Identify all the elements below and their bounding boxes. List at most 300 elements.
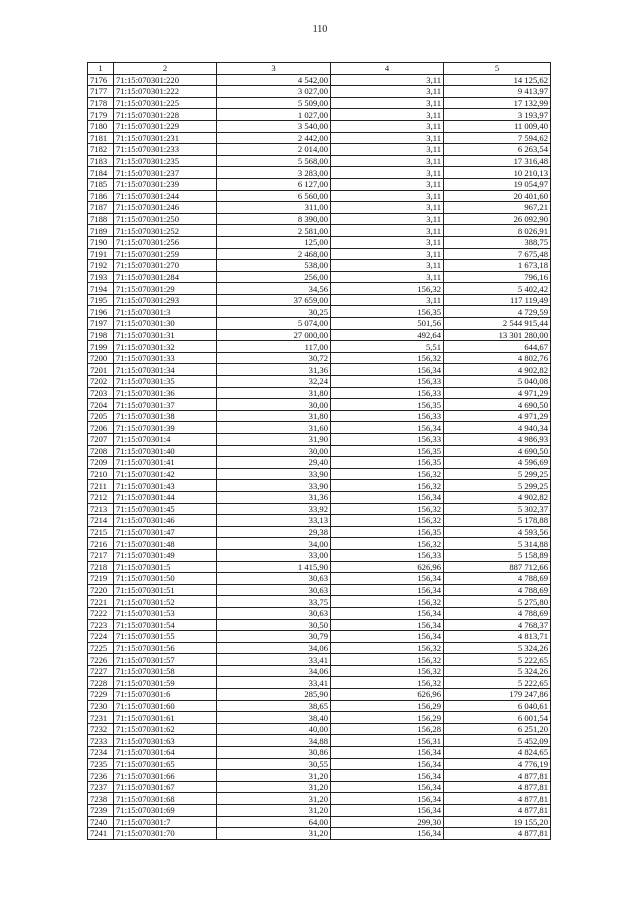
row-number-cell: 7189 [88,225,114,237]
cadastral-number-cell: 71:15:070301:5 [114,561,217,573]
area-cell: 31,60 [217,422,331,434]
row-number-cell: 7221 [88,596,114,608]
specific-value-cell: 3,11 [331,248,444,260]
column-header-3: 3 [217,63,331,75]
cadastral-number-cell: 71:15:070301:40 [114,445,217,457]
specific-value-cell: 492,64 [331,329,444,341]
specific-value-cell: 156,34 [331,747,444,759]
row-number-cell: 7215 [88,526,114,538]
cadastral-number-cell: 71:15:070301:239 [114,178,217,190]
specific-value-cell: 156,32 [331,654,444,666]
cadastral-number-cell: 71:15:070301:53 [114,607,217,619]
row-number-cell: 7176 [88,74,114,86]
table-row [88,665,551,677]
cadastral-value-cell: 5 299,25 [444,480,551,492]
row-number-cell: 7231 [88,712,114,724]
row-number-cell: 7177 [88,86,114,98]
area-cell: 8 390,00 [217,213,331,225]
cadastral-value-cell: 4 768,37 [444,619,551,631]
table-row [88,631,551,643]
row-number-cell: 7218 [88,561,114,573]
table-row [88,318,551,330]
row-number-cell: 7220 [88,584,114,596]
cadastral-value-cell: 4 802,76 [444,352,551,364]
specific-value-cell: 299,30 [331,816,444,828]
specific-value-cell: 156,32 [331,352,444,364]
area-cell: 31,20 [217,781,331,793]
area-cell: 2 581,00 [217,225,331,237]
table-row [88,178,551,190]
cadastral-value-cell: 4 729,59 [444,306,551,318]
specific-value-cell: 156,32 [331,515,444,527]
cadastral-value-cell: 4 824,65 [444,747,551,759]
specific-value-cell: 3,11 [331,236,444,248]
area-cell: 31,20 [217,828,331,840]
cadastral-number-cell: 71:15:070301:50 [114,573,217,585]
specific-value-cell: 156,34 [331,793,444,805]
specific-value-cell: 626,96 [331,561,444,573]
cadastral-number-cell: 71:15:070301:36 [114,387,217,399]
area-cell: 3 027,00 [217,86,331,98]
cadastral-number-cell: 71:15:070301:57 [114,654,217,666]
area-cell: 33,41 [217,677,331,689]
table-row [88,515,551,527]
table-row [88,410,551,422]
cadastral-number-cell: 71:15:070301:31 [114,329,217,341]
header-row [88,63,551,75]
specific-value-cell: 156,35 [331,399,444,411]
specific-value-cell: 156,34 [331,828,444,840]
area-cell: 38,40 [217,712,331,724]
specific-value-cell: 626,96 [331,689,444,701]
area-cell: 34,06 [217,665,331,677]
cadastral-number-cell: 71:15:070301:62 [114,723,217,735]
cadastral-value-cell: 4 971,29 [444,387,551,399]
specific-value-cell: 156,34 [331,607,444,619]
area-cell: 33,90 [217,468,331,480]
row-number-cell: 7210 [88,468,114,480]
cadastral-value-cell: 4 877,81 [444,805,551,817]
table-row [88,283,551,295]
cadastral-value-cell: 1 673,18 [444,260,551,272]
cadastral-value-cell: 20 401,60 [444,190,551,202]
cadastral-value-cell: 4 776,19 [444,758,551,770]
specific-value-cell: 156,32 [331,642,444,654]
area-cell: 30,00 [217,399,331,411]
cadastral-value-cell: 4 813,71 [444,631,551,643]
specific-value-cell: 3,11 [331,74,444,86]
cadastral-number-cell: 71:15:070301:59 [114,677,217,689]
area-cell: 31,20 [217,805,331,817]
cadastral-number-cell: 71:15:070301:56 [114,642,217,654]
cadastral-value-cell: 117 119,49 [444,294,551,306]
table-row [88,677,551,689]
specific-value-cell: 156,35 [331,526,444,538]
row-number-cell: 7203 [88,387,114,399]
specific-value-cell: 156,33 [331,376,444,388]
row-number-cell: 7240 [88,816,114,828]
cadastral-value-cell: 8 026,91 [444,225,551,237]
specific-value-cell: 156,34 [331,758,444,770]
specific-value-cell: 3,11 [331,144,444,156]
cadastral-value-cell: 796,16 [444,271,551,283]
row-number-cell: 7212 [88,491,114,503]
cadastral-value-cell: 4 788,69 [444,584,551,596]
cadastral-value-cell: 4 877,81 [444,770,551,782]
cadastral-value-cell: 388,75 [444,236,551,248]
area-cell: 33,75 [217,596,331,608]
area-cell: 31,20 [217,793,331,805]
area-cell: 34,88 [217,735,331,747]
table-row [88,248,551,260]
cadastral-number-cell: 71:15:070301:270 [114,260,217,272]
cadastral-number-cell: 71:15:070301:30 [114,318,217,330]
table-row [88,109,551,121]
row-number-cell: 7201 [88,364,114,376]
row-number-cell: 7191 [88,248,114,260]
cadastral-number-cell: 71:15:070301:293 [114,294,217,306]
area-cell: 34,00 [217,538,331,550]
row-number-cell: 7183 [88,155,114,167]
specific-value-cell: 156,32 [331,665,444,677]
row-number-cell: 7228 [88,677,114,689]
cadastral-number-cell: 71:15:070301:37 [114,399,217,411]
table-row [88,202,551,214]
area-cell: 5 509,00 [217,97,331,109]
table-row [88,689,551,701]
table-row [88,445,551,457]
area-cell: 30,63 [217,607,331,619]
area-cell: 34,06 [217,642,331,654]
table-row [88,167,551,179]
specific-value-cell: 156,32 [331,503,444,515]
cadastral-number-cell: 71:15:070301:34 [114,364,217,376]
table-row [88,735,551,747]
cadastral-value-cell: 4 877,81 [444,781,551,793]
table-row [88,144,551,156]
cadastral-value-cell: 13 301 280,00 [444,329,551,341]
specific-value-cell: 3,11 [331,213,444,225]
cadastral-value-cell: 4 902,82 [444,364,551,376]
table-row [88,607,551,619]
row-number-cell: 7222 [88,607,114,619]
area-cell: 33,00 [217,549,331,561]
area-cell: 3 540,00 [217,120,331,132]
cadastral-value-cell: 5 158,89 [444,549,551,561]
area-cell: 311,00 [217,202,331,214]
row-number-cell: 7238 [88,793,114,805]
table-row [88,468,551,480]
area-cell: 285,90 [217,689,331,701]
cadastral-number-cell: 71:15:070301:29 [114,283,217,295]
row-number-cell: 7179 [88,109,114,121]
row-number-cell: 7208 [88,445,114,457]
specific-value-cell: 156,32 [331,468,444,480]
row-number-cell: 7195 [88,294,114,306]
cadastral-number-cell: 71:15:070301:246 [114,202,217,214]
specific-value-cell: 156,34 [331,619,444,631]
area-cell: 2 468,00 [217,248,331,260]
row-number-cell: 7227 [88,665,114,677]
area-cell: 40,00 [217,723,331,735]
area-cell: 64,00 [217,816,331,828]
cadastral-number-cell: 71:15:070301:47 [114,526,217,538]
column-header-2: 2 [114,63,217,75]
specific-value-cell: 3,11 [331,271,444,283]
cadastral-number-cell: 71:15:070301:42 [114,468,217,480]
table-row [88,781,551,793]
cadastral-value-cell: 4 971,29 [444,410,551,422]
specific-value-cell: 156,34 [331,781,444,793]
cadastral-number-cell: 71:15:070301:65 [114,758,217,770]
table-row [88,86,551,98]
cadastral-number-cell: 71:15:070301:231 [114,132,217,144]
table-row [88,294,551,306]
area-cell: 1 415,90 [217,561,331,573]
specific-value-cell: 156,35 [331,445,444,457]
cadastral-number-cell: 71:15:070301:54 [114,619,217,631]
row-number-cell: 7207 [88,434,114,446]
table-row [88,387,551,399]
table-row [88,654,551,666]
table-row [88,457,551,469]
cadastral-value-cell: 4 877,81 [444,828,551,840]
area-cell: 30,55 [217,758,331,770]
specific-value-cell: 5,51 [331,341,444,353]
row-number-cell: 7196 [88,306,114,318]
cadastral-value-cell: 5 178,88 [444,515,551,527]
table-row [88,132,551,144]
table-row [88,700,551,712]
area-cell: 38,65 [217,700,331,712]
cadastral-value-cell: 887 712,66 [444,561,551,573]
cadastral-value-cell: 17 132,99 [444,97,551,109]
cadastral-number-cell: 71:15:070301:222 [114,86,217,98]
cadastral-number-cell: 71:15:070301:68 [114,793,217,805]
column-header-1: 1 [88,63,114,75]
table-row [88,341,551,353]
area-cell: 33,92 [217,503,331,515]
cadastral-number-cell: 71:15:070301:43 [114,480,217,492]
area-cell: 32,24 [217,376,331,388]
row-number-cell: 7200 [88,352,114,364]
cadastral-value-cell: 9 413,97 [444,86,551,98]
area-cell: 30,63 [217,584,331,596]
specific-value-cell: 156,29 [331,712,444,724]
area-cell: 31,20 [217,770,331,782]
cadastral-number-cell: 71:15:070301:39 [114,422,217,434]
cadastral-number-cell: 71:15:070301:256 [114,236,217,248]
specific-value-cell: 156,35 [331,306,444,318]
specific-value-cell: 156,34 [331,491,444,503]
cadastral-number-cell: 71:15:070301:38 [114,410,217,422]
cadastral-number-cell: 71:15:070301:69 [114,805,217,817]
specific-value-cell: 3,11 [331,132,444,144]
row-number-cell: 7223 [88,619,114,631]
table-row [88,155,551,167]
cadastral-value-cell: 7 675,48 [444,248,551,260]
cadastral-value-cell: 4 690,50 [444,399,551,411]
area-cell: 33,90 [217,480,331,492]
cadastral-number-cell: 71:15:070301:41 [114,457,217,469]
cadastral-value-cell: 5 314,88 [444,538,551,550]
cadastral-value-cell: 5 402,42 [444,283,551,295]
area-cell: 5 074,00 [217,318,331,330]
row-number-cell: 7230 [88,700,114,712]
cadastral-number-cell: 71:15:070301:45 [114,503,217,515]
cadastral-value-cell: 179 247,86 [444,689,551,701]
row-number-cell: 7235 [88,758,114,770]
specific-value-cell: 3,11 [331,120,444,132]
cadastral-value-cell: 26 092,90 [444,213,551,225]
cadastral-number-cell: 71:15:070301:3 [114,306,217,318]
table-row [88,642,551,654]
row-number-cell: 7190 [88,236,114,248]
page-number: 110 [312,24,328,35]
table-row [88,491,551,503]
row-number-cell: 7225 [88,642,114,654]
area-cell: 2 442,00 [217,132,331,144]
cadastral-value-cell: 5 299,25 [444,468,551,480]
row-number-cell: 7178 [88,97,114,109]
row-number-cell: 7181 [88,132,114,144]
table-row [88,260,551,272]
cadastral-number-cell: 71:15:070301:252 [114,225,217,237]
cadastral-value-cell: 4 788,69 [444,573,551,585]
cadastral-value-cell: 7 594,62 [444,132,551,144]
specific-value-cell: 156,34 [331,631,444,643]
area-cell: 31,36 [217,364,331,376]
table-row [88,573,551,585]
area-cell: 31,90 [217,434,331,446]
area-cell: 33,41 [217,654,331,666]
row-number-cell: 7219 [88,573,114,585]
row-number-cell: 7197 [88,318,114,330]
row-number-cell: 7194 [88,283,114,295]
cadastral-number-cell: 71:15:070301:235 [114,155,217,167]
cadastral-value-cell: 5 302,37 [444,503,551,515]
area-cell: 34,56 [217,283,331,295]
specific-value-cell: 156,34 [331,422,444,434]
row-number-cell: 7209 [88,457,114,469]
table-row [88,271,551,283]
table-row [88,747,551,759]
cadastral-number-cell: 71:15:070301:52 [114,596,217,608]
cadastral-number-cell: 71:15:070301:284 [114,271,217,283]
row-number-cell: 7239 [88,805,114,817]
area-cell: 30,79 [217,631,331,643]
specific-value-cell: 156,35 [331,457,444,469]
cadastral-number-cell: 71:15:070301:228 [114,109,217,121]
row-number-cell: 7224 [88,631,114,643]
row-number-cell: 7199 [88,341,114,353]
cadastral-number-cell: 71:15:070301:60 [114,700,217,712]
cadastral-value-cell: 14 125,62 [444,74,551,86]
row-number-cell: 7236 [88,770,114,782]
area-cell: 29,40 [217,457,331,469]
specific-value-cell: 156,33 [331,387,444,399]
row-number-cell: 7186 [88,190,114,202]
table-row [88,712,551,724]
cadastral-number-cell: 71:15:070301:44 [114,491,217,503]
table-row [88,352,551,364]
area-cell: 2 014,00 [217,144,331,156]
area-cell: 30,86 [217,747,331,759]
cadastral-number-cell: 71:15:070301:220 [114,74,217,86]
specific-value-cell: 3,11 [331,97,444,109]
cadastral-number-cell: 71:15:070301:58 [114,665,217,677]
table-row [88,503,551,515]
column-header-4: 4 [331,63,444,75]
row-number-cell: 7193 [88,271,114,283]
row-number-cell: 7237 [88,781,114,793]
table-row [88,758,551,770]
specific-value-cell: 3,11 [331,109,444,121]
row-number-cell: 7202 [88,376,114,388]
cadastral-number-cell: 71:15:070301:67 [114,781,217,793]
area-cell: 37 659,00 [217,294,331,306]
cadastral-value-cell: 5 222,65 [444,677,551,689]
specific-value-cell: 156,32 [331,538,444,550]
table-row [88,723,551,735]
area-cell: 117,00 [217,341,331,353]
row-number-cell: 7213 [88,503,114,515]
row-number-cell: 7188 [88,213,114,225]
table-row [88,306,551,318]
column-header-5: 5 [444,63,551,75]
cadastral-number-cell: 71:15:070301:7 [114,816,217,828]
table-row [88,526,551,538]
specific-value-cell: 156,33 [331,410,444,422]
area-cell: 27 000,00 [217,329,331,341]
row-number-cell: 7198 [88,329,114,341]
area-cell: 30,00 [217,445,331,457]
cadastral-number-cell: 71:15:070301:66 [114,770,217,782]
specific-value-cell: 156,28 [331,723,444,735]
cadastral-value-cell: 4 877,81 [444,793,551,805]
row-number-cell: 7216 [88,538,114,550]
table-row [88,74,551,86]
table-row [88,236,551,248]
cadastral-value-cell: 4 596,69 [444,457,551,469]
row-number-cell: 7184 [88,167,114,179]
row-number-cell: 7185 [88,178,114,190]
area-cell: 1 027,00 [217,109,331,121]
cadastral-number-cell: 71:15:070301:250 [114,213,217,225]
table-row [88,97,551,109]
cadastral-number-cell: 71:15:070301:55 [114,631,217,643]
table-row [88,619,551,631]
cadastral-number-cell: 71:15:070301:51 [114,584,217,596]
row-number-cell: 7206 [88,422,114,434]
specific-value-cell: 3,11 [331,190,444,202]
specific-value-cell: 3,11 [331,167,444,179]
cadastral-number-cell: 71:15:070301:49 [114,549,217,561]
cadastral-value-cell: 5 222,65 [444,654,551,666]
specific-value-cell: 156,34 [331,770,444,782]
cadastral-value-cell: 644,67 [444,341,551,353]
table-row [88,538,551,550]
specific-value-cell: 156,33 [331,549,444,561]
cadastral-value-cell: 2 544 915,44 [444,318,551,330]
row-number-cell: 7217 [88,549,114,561]
row-number-cell: 7211 [88,480,114,492]
cadastral-value-cell: 3 193,97 [444,109,551,121]
specific-value-cell: 501,56 [331,318,444,330]
table-row [88,225,551,237]
area-cell: 6 127,00 [217,178,331,190]
cadastral-number-cell: 71:15:070301:35 [114,376,217,388]
